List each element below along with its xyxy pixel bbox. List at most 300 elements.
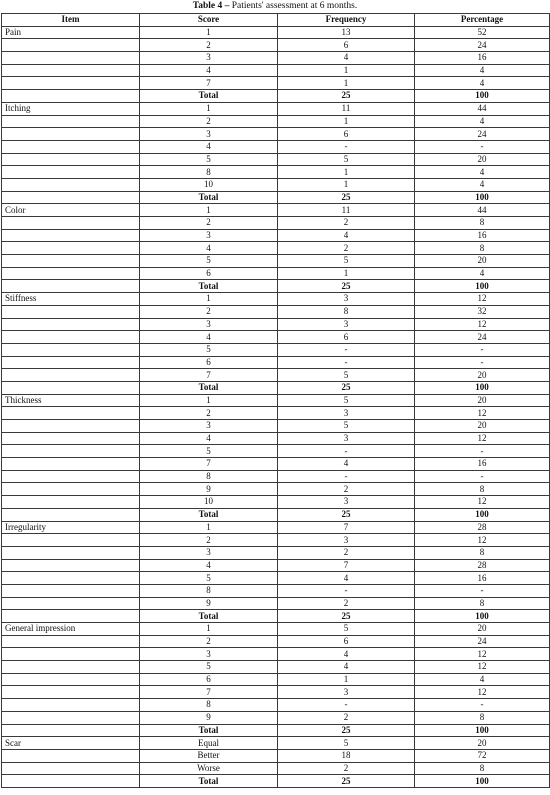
frequency-cell: 3: [278, 318, 415, 331]
total-frequency-cell: 25: [278, 381, 415, 394]
percentage-cell: -: [415, 470, 550, 483]
percentage-cell: 20: [415, 369, 550, 382]
item-cell: General impression: [2, 623, 140, 636]
table-row: [2, 597, 550, 610]
frequency-cell: 11: [278, 204, 415, 217]
score-cell: 5: [140, 445, 278, 458]
frequency-cell: 2: [278, 711, 415, 724]
percentage-cell: 20: [415, 153, 550, 166]
score-cell: 2: [140, 305, 278, 318]
percentage-cell: 20: [415, 394, 550, 407]
percentage-cell: 4: [415, 178, 550, 191]
percentage-cell: 12: [415, 293, 550, 306]
score-cell: 3: [140, 52, 278, 65]
table-row: [2, 483, 550, 496]
frequency-cell: 5: [278, 623, 415, 636]
item-cell: [2, 584, 140, 597]
item-cell: Scar: [2, 737, 140, 750]
item-cell: [2, 458, 140, 471]
table-row: [2, 445, 550, 458]
table-row: [2, 331, 550, 344]
table-body: [2, 26, 550, 787]
score-cell: 6: [140, 673, 278, 686]
table-row: [2, 229, 550, 242]
frequency-cell: 6: [278, 635, 415, 648]
percentage-cell: 44: [415, 204, 550, 217]
table-row: [2, 686, 550, 699]
total-frequency-cell: 25: [278, 724, 415, 737]
percentage-cell: -: [415, 140, 550, 153]
frequency-cell: 2: [278, 546, 415, 559]
total-percentage-cell: 100: [415, 775, 550, 788]
table-row: [2, 64, 550, 77]
frequency-cell: 4: [278, 458, 415, 471]
item-cell: [2, 381, 140, 394]
score-cell: 9: [140, 483, 278, 496]
item-cell: [2, 52, 140, 65]
percentage-cell: 4: [415, 64, 550, 77]
item-cell: [2, 762, 140, 775]
frequency-cell: 5: [278, 153, 415, 166]
percentage-cell: -: [415, 584, 550, 597]
assessment-table: [1, 13, 550, 788]
total-frequency-cell: 25: [278, 280, 415, 293]
score-cell: 9: [140, 597, 278, 610]
score-cell: 6: [140, 267, 278, 280]
item-cell: Pain: [2, 26, 140, 39]
table-row: [2, 356, 550, 369]
table-row: [2, 661, 550, 674]
table-row: [2, 572, 550, 585]
percentage-cell: 52: [415, 26, 550, 39]
score-cell: 2: [140, 115, 278, 128]
item-cell: [2, 331, 140, 344]
total-label-cell: Total: [140, 90, 278, 103]
frequency-cell: 2: [278, 483, 415, 496]
frequency-cell: 1: [278, 64, 415, 77]
percentage-cell: 4: [415, 115, 550, 128]
item-cell: [2, 255, 140, 268]
table-row: [2, 343, 550, 356]
table-row: [2, 420, 550, 433]
total-percentage-cell: 100: [415, 508, 550, 521]
item-cell: [2, 775, 140, 788]
percentage-cell: 8: [415, 711, 550, 724]
frequency-cell: 5: [278, 255, 415, 268]
frequency-cell: 3: [278, 293, 415, 306]
item-cell: [2, 420, 140, 433]
frequency-cell: 2: [278, 597, 415, 610]
score-cell: 1: [140, 293, 278, 306]
total-frequency-cell: 25: [278, 191, 415, 204]
item-cell: [2, 699, 140, 712]
frequency-cell: 1: [278, 673, 415, 686]
header-row: [2, 14, 550, 27]
total-percentage-cell: 100: [415, 610, 550, 623]
score-cell: 1: [140, 26, 278, 39]
table-row: [2, 432, 550, 445]
score-cell: 1: [140, 394, 278, 407]
item-cell: [2, 217, 140, 230]
table-row: [2, 242, 550, 255]
total-percentage-cell: 100: [415, 381, 550, 394]
table-row: [2, 394, 550, 407]
table-row: [2, 102, 550, 115]
frequency-cell: 2: [278, 217, 415, 230]
item-cell: [2, 661, 140, 674]
table-row: [2, 458, 550, 471]
item-cell: Thickness: [2, 394, 140, 407]
percentage-cell: 8: [415, 242, 550, 255]
frequency-cell: -: [278, 584, 415, 597]
score-cell: 3: [140, 546, 278, 559]
frequency-cell: 1: [278, 178, 415, 191]
frequency-cell: 4: [278, 661, 415, 674]
percentage-cell: -: [415, 356, 550, 369]
item-cell: [2, 445, 140, 458]
table-row: [2, 77, 550, 90]
frequency-cell: 4: [278, 52, 415, 65]
table-row: [2, 584, 550, 597]
item-cell: Color: [2, 204, 140, 217]
frequency-cell: 1: [278, 166, 415, 179]
score-cell: 8: [140, 584, 278, 597]
table-row: [2, 699, 550, 712]
table-row: [2, 546, 550, 559]
frequency-cell: -: [278, 356, 415, 369]
item-cell: [2, 356, 140, 369]
table-row: [2, 26, 550, 39]
table-row: [2, 521, 550, 534]
item-cell: [2, 77, 140, 90]
item-cell: [2, 242, 140, 255]
frequency-cell: 5: [278, 420, 415, 433]
score-cell: 10: [140, 496, 278, 509]
frequency-cell: 5: [278, 737, 415, 750]
score-cell: 3: [140, 128, 278, 141]
score-cell: 1: [140, 521, 278, 534]
score-cell: Worse: [140, 762, 278, 775]
header-score: Score: [140, 14, 278, 27]
score-cell: Equal: [140, 737, 278, 750]
item-cell: [2, 686, 140, 699]
table-row: [2, 711, 550, 724]
frequency-cell: 6: [278, 331, 415, 344]
percentage-cell: 24: [415, 635, 550, 648]
frequency-cell: 1: [278, 115, 415, 128]
percentage-cell: -: [415, 343, 550, 356]
item-cell: [2, 508, 140, 521]
score-cell: 4: [140, 432, 278, 445]
total-row: [2, 191, 550, 204]
item-cell: [2, 267, 140, 280]
score-cell: 3: [140, 229, 278, 242]
percentage-cell: 8: [415, 217, 550, 230]
frequency-cell: 1: [278, 77, 415, 90]
frequency-cell: 2: [278, 242, 415, 255]
frequency-cell: 13: [278, 26, 415, 39]
total-row: [2, 724, 550, 737]
total-label-cell: Total: [140, 191, 278, 204]
total-percentage-cell: 100: [415, 90, 550, 103]
item-cell: [2, 153, 140, 166]
table-row: [2, 369, 550, 382]
total-label-cell: Total: [140, 610, 278, 623]
item-cell: [2, 559, 140, 572]
percentage-cell: 4: [415, 673, 550, 686]
frequency-cell: 2: [278, 762, 415, 775]
percentage-cell: 20: [415, 420, 550, 433]
score-cell: 1: [140, 623, 278, 636]
percentage-cell: 16: [415, 229, 550, 242]
table-row: [2, 762, 550, 775]
table-row: [2, 470, 550, 483]
percentage-cell: 20: [415, 737, 550, 750]
percentage-cell: 16: [415, 572, 550, 585]
score-cell: 10: [140, 178, 278, 191]
item-cell: [2, 610, 140, 623]
table-row: [2, 255, 550, 268]
score-cell: 3: [140, 420, 278, 433]
score-cell: 6: [140, 356, 278, 369]
table-row: [2, 178, 550, 191]
item-cell: [2, 534, 140, 547]
score-cell: 7: [140, 369, 278, 382]
total-percentage-cell: 100: [415, 724, 550, 737]
total-row: [2, 775, 550, 788]
frequency-cell: 7: [278, 521, 415, 534]
table-row: [2, 305, 550, 318]
score-cell: 7: [140, 686, 278, 699]
table-row: [2, 128, 550, 141]
percentage-cell: 20: [415, 623, 550, 636]
frequency-cell: 8: [278, 305, 415, 318]
percentage-cell: 8: [415, 762, 550, 775]
table-row: [2, 496, 550, 509]
frequency-cell: -: [278, 470, 415, 483]
score-cell: 5: [140, 255, 278, 268]
frequency-cell: -: [278, 445, 415, 458]
frequency-cell: 3: [278, 407, 415, 420]
percentage-cell: 12: [415, 407, 550, 420]
frequency-cell: 1: [278, 267, 415, 280]
score-cell: Better: [140, 749, 278, 762]
score-cell: 3: [140, 318, 278, 331]
item-cell: [2, 483, 140, 496]
score-cell: 2: [140, 407, 278, 420]
score-cell: 7: [140, 77, 278, 90]
percentage-cell: 12: [415, 534, 550, 547]
item-cell: [2, 39, 140, 52]
item-cell: [2, 318, 140, 331]
header-percentage: Percentage: [415, 14, 550, 27]
item-cell: [2, 343, 140, 356]
percentage-cell: 4: [415, 77, 550, 90]
item-cell: [2, 280, 140, 293]
item-cell: [2, 572, 140, 585]
table-row: [2, 318, 550, 331]
percentage-cell: 16: [415, 52, 550, 65]
score-cell: 5: [140, 343, 278, 356]
total-frequency-cell: 25: [278, 610, 415, 623]
total-frequency-cell: 25: [278, 775, 415, 788]
item-cell: Stiffness: [2, 293, 140, 306]
percentage-cell: 16: [415, 458, 550, 471]
item-cell: [2, 635, 140, 648]
score-cell: 8: [140, 166, 278, 179]
score-cell: 2: [140, 534, 278, 547]
percentage-cell: 4: [415, 166, 550, 179]
table-row: [2, 559, 550, 572]
percentage-cell: 12: [415, 661, 550, 674]
table-row: [2, 635, 550, 648]
table-caption: [0, 0, 550, 13]
score-cell: 8: [140, 699, 278, 712]
table-row: [2, 153, 550, 166]
frequency-cell: -: [278, 343, 415, 356]
frequency-cell: 3: [278, 534, 415, 547]
table-caption-text: Patients' assessment at 6 months.: [231, 1, 358, 11]
percentage-cell: 32: [415, 305, 550, 318]
item-cell: [2, 115, 140, 128]
item-cell: Itching: [2, 102, 140, 115]
score-cell: 4: [140, 559, 278, 572]
item-cell: [2, 128, 140, 141]
item-cell: [2, 470, 140, 483]
frequency-cell: 7: [278, 559, 415, 572]
table-row: [2, 737, 550, 750]
percentage-cell: 12: [415, 686, 550, 699]
header-frequency: Frequency: [278, 14, 415, 27]
header-item: Item: [2, 14, 140, 27]
score-cell: 3: [140, 648, 278, 661]
item-cell: Irregularity: [2, 521, 140, 534]
item-cell: [2, 90, 140, 103]
item-cell: [2, 597, 140, 610]
percentage-cell: 72: [415, 749, 550, 762]
total-frequency-cell: 25: [278, 90, 415, 103]
table-row: [2, 166, 550, 179]
frequency-cell: 3: [278, 432, 415, 445]
frequency-cell: 4: [278, 648, 415, 661]
item-cell: [2, 140, 140, 153]
total-percentage-cell: 100: [415, 191, 550, 204]
frequency-cell: 4: [278, 572, 415, 585]
score-cell: 7: [140, 458, 278, 471]
score-cell: 2: [140, 39, 278, 52]
item-cell: [2, 369, 140, 382]
percentage-cell: 4: [415, 267, 550, 280]
item-cell: [2, 191, 140, 204]
table-row: [2, 648, 550, 661]
item-cell: [2, 229, 140, 242]
total-frequency-cell: 25: [278, 508, 415, 521]
percentage-cell: 44: [415, 102, 550, 115]
item-cell: [2, 711, 140, 724]
total-row: [2, 610, 550, 623]
frequency-cell: -: [278, 140, 415, 153]
score-cell: 8: [140, 470, 278, 483]
frequency-cell: 5: [278, 394, 415, 407]
percentage-cell: 24: [415, 39, 550, 52]
item-cell: [2, 673, 140, 686]
percentage-cell: 24: [415, 128, 550, 141]
table-row: [2, 204, 550, 217]
score-cell: 5: [140, 572, 278, 585]
item-cell: [2, 546, 140, 559]
item-cell: [2, 305, 140, 318]
item-cell: [2, 496, 140, 509]
item-cell: [2, 64, 140, 77]
percentage-cell: 8: [415, 483, 550, 496]
item-cell: [2, 178, 140, 191]
frequency-cell: 3: [278, 686, 415, 699]
total-label-cell: Total: [140, 724, 278, 737]
frequency-cell: 3: [278, 496, 415, 509]
frequency-cell: 18: [278, 749, 415, 762]
table-row: [2, 623, 550, 636]
table-caption-label: Table 4 –: [192, 1, 230, 11]
percentage-cell: 12: [415, 648, 550, 661]
item-cell: [2, 724, 140, 737]
total-row: [2, 280, 550, 293]
item-cell: [2, 407, 140, 420]
score-cell: 4: [140, 242, 278, 255]
score-cell: 2: [140, 217, 278, 230]
total-label-cell: Total: [140, 381, 278, 394]
score-cell: 2: [140, 635, 278, 648]
table-row: [2, 140, 550, 153]
percentage-cell: 12: [415, 432, 550, 445]
score-cell: 1: [140, 204, 278, 217]
item-cell: [2, 749, 140, 762]
table-row: [2, 52, 550, 65]
table-row: [2, 267, 550, 280]
percentage-cell: 8: [415, 546, 550, 559]
total-percentage-cell: 100: [415, 280, 550, 293]
table-row: [2, 39, 550, 52]
total-row: [2, 90, 550, 103]
percentage-cell: 8: [415, 597, 550, 610]
total-row: [2, 381, 550, 394]
percentage-cell: -: [415, 445, 550, 458]
item-cell: [2, 648, 140, 661]
percentage-cell: 12: [415, 318, 550, 331]
frequency-cell: 11: [278, 102, 415, 115]
table-row: [2, 749, 550, 762]
percentage-cell: 24: [415, 331, 550, 344]
table-row: [2, 115, 550, 128]
score-cell: 1: [140, 102, 278, 115]
score-cell: 4: [140, 64, 278, 77]
total-label-cell: Total: [140, 280, 278, 293]
frequency-cell: 6: [278, 39, 415, 52]
table-row: [2, 534, 550, 547]
score-cell: 4: [140, 140, 278, 153]
table-row: [2, 673, 550, 686]
percentage-cell: -: [415, 699, 550, 712]
percentage-cell: 28: [415, 521, 550, 534]
total-row: [2, 508, 550, 521]
percentage-cell: 28: [415, 559, 550, 572]
score-cell: 5: [140, 153, 278, 166]
score-cell: 5: [140, 661, 278, 674]
table-row: [2, 217, 550, 230]
percentage-cell: 20: [415, 255, 550, 268]
frequency-cell: 4: [278, 229, 415, 242]
item-cell: [2, 432, 140, 445]
frequency-cell: 6: [278, 128, 415, 141]
